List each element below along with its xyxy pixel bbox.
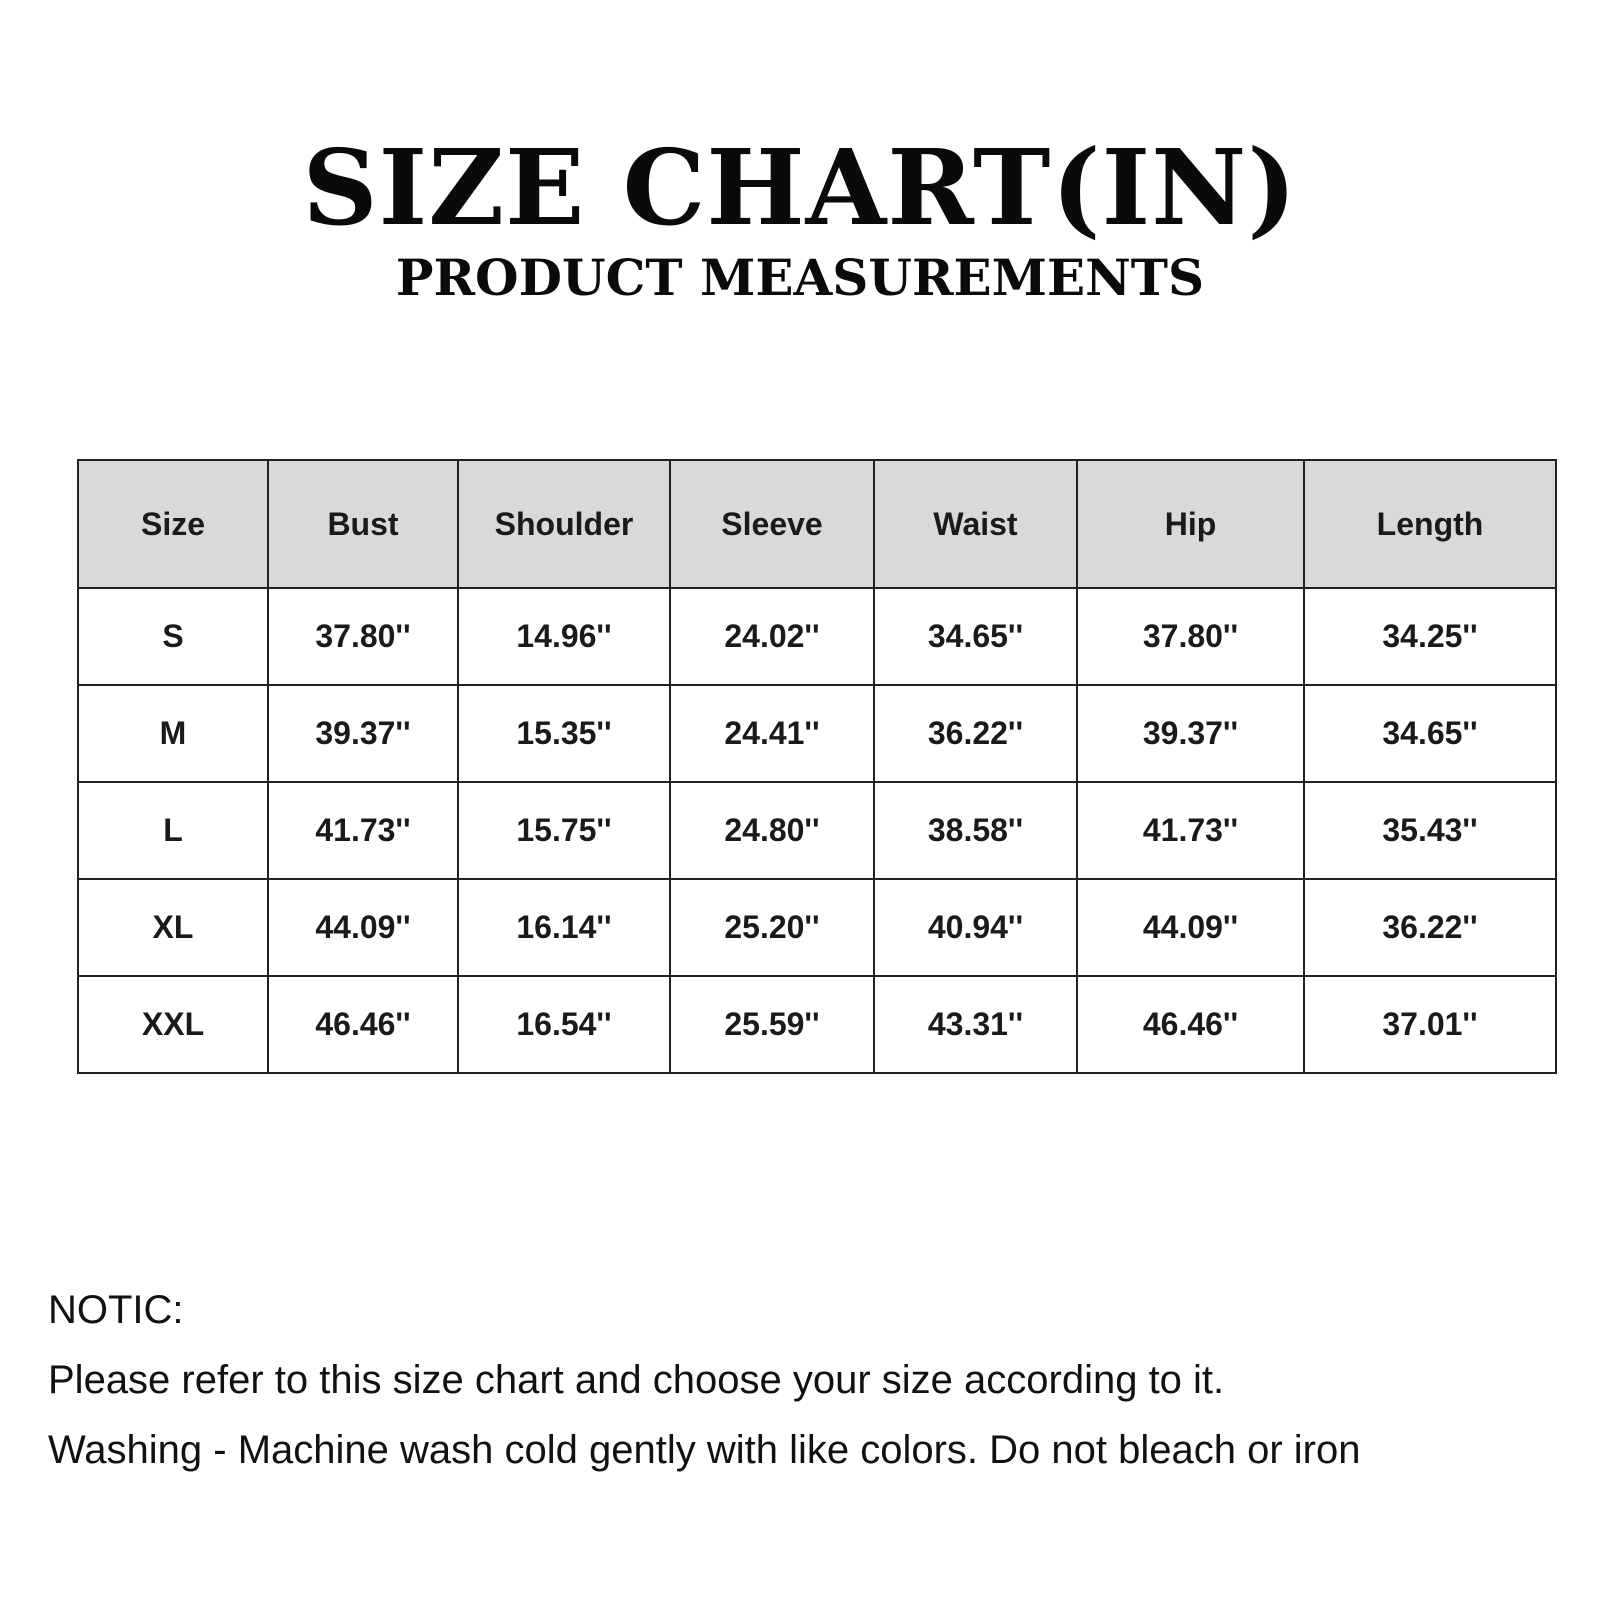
table-cell: 24.80'' bbox=[670, 782, 874, 879]
table-cell: 41.73'' bbox=[268, 782, 458, 879]
table-cell: 46.46'' bbox=[268, 976, 458, 1073]
notes-washing-instruction: Washing - Machine wash cold gently with like colors. Do not bleach or iron bbox=[48, 1428, 1361, 1472]
table-cell: 34.65'' bbox=[1304, 685, 1556, 782]
table-cell: S bbox=[78, 588, 268, 685]
table-cell: 36.22'' bbox=[874, 685, 1077, 782]
table-cell: 14.96'' bbox=[458, 588, 670, 685]
column-header-length: Length bbox=[1304, 460, 1556, 588]
table-cell: 46.46'' bbox=[1077, 976, 1304, 1073]
table-cell: 24.41'' bbox=[670, 685, 874, 782]
table-cell: 36.22'' bbox=[1304, 879, 1556, 976]
column-header-hip: Hip bbox=[1077, 460, 1304, 588]
table-cell: 39.37'' bbox=[1077, 685, 1304, 782]
table-cell: 38.58'' bbox=[874, 782, 1077, 879]
table-cell: 16.54'' bbox=[458, 976, 670, 1073]
table-cell: 34.65'' bbox=[874, 588, 1077, 685]
column-header-bust: Bust bbox=[268, 460, 458, 588]
table-header-row bbox=[78, 460, 1556, 588]
table-cell: 37.01'' bbox=[1304, 976, 1556, 1073]
table-cell: 25.20'' bbox=[670, 879, 874, 976]
page-subtitle: PRODUCT MEASUREMENTS bbox=[395, 248, 1205, 307]
table-cell: XXL bbox=[78, 976, 268, 1073]
column-header-sleeve: Sleeve bbox=[670, 460, 874, 588]
table-row bbox=[78, 976, 1556, 1073]
notes-size-instruction: Please refer to this size chart and choose your size according to it. bbox=[48, 1358, 1225, 1402]
table-cell: 41.73'' bbox=[1077, 782, 1304, 879]
column-header-size: Size bbox=[78, 460, 268, 588]
table-cell: 25.59'' bbox=[670, 976, 874, 1073]
notes-heading: NOTIC: bbox=[48, 1288, 184, 1332]
table-cell: XL bbox=[78, 879, 268, 976]
table-row bbox=[78, 588, 1556, 685]
table-cell: 40.94'' bbox=[874, 879, 1077, 976]
table-cell: 16.14'' bbox=[458, 879, 670, 976]
table-row bbox=[78, 782, 1556, 879]
table-cell: 39.37'' bbox=[268, 685, 458, 782]
size-chart-table bbox=[77, 459, 1557, 1074]
table-row bbox=[78, 685, 1556, 782]
table-cell: 15.35'' bbox=[458, 685, 670, 782]
table-cell: M bbox=[78, 685, 268, 782]
column-header-waist: Waist bbox=[874, 460, 1077, 588]
table-cell: 15.75'' bbox=[458, 782, 670, 879]
page-title: SIZE CHART(IN) bbox=[302, 126, 1298, 249]
table-cell: 43.31'' bbox=[874, 976, 1077, 1073]
table-cell: 44.09'' bbox=[268, 879, 458, 976]
table-cell: 44.09'' bbox=[1077, 879, 1304, 976]
column-header-shoulder: Shoulder bbox=[458, 460, 670, 588]
notes-section bbox=[48, 1282, 1548, 1492]
table-row bbox=[78, 879, 1556, 976]
table-cell: 24.02'' bbox=[670, 588, 874, 685]
table-cell: 37.80'' bbox=[1077, 588, 1304, 685]
table-cell: L bbox=[78, 782, 268, 879]
table-cell: 35.43'' bbox=[1304, 782, 1556, 879]
table-cell: 37.80'' bbox=[268, 588, 458, 685]
table-cell: 34.25'' bbox=[1304, 588, 1556, 685]
